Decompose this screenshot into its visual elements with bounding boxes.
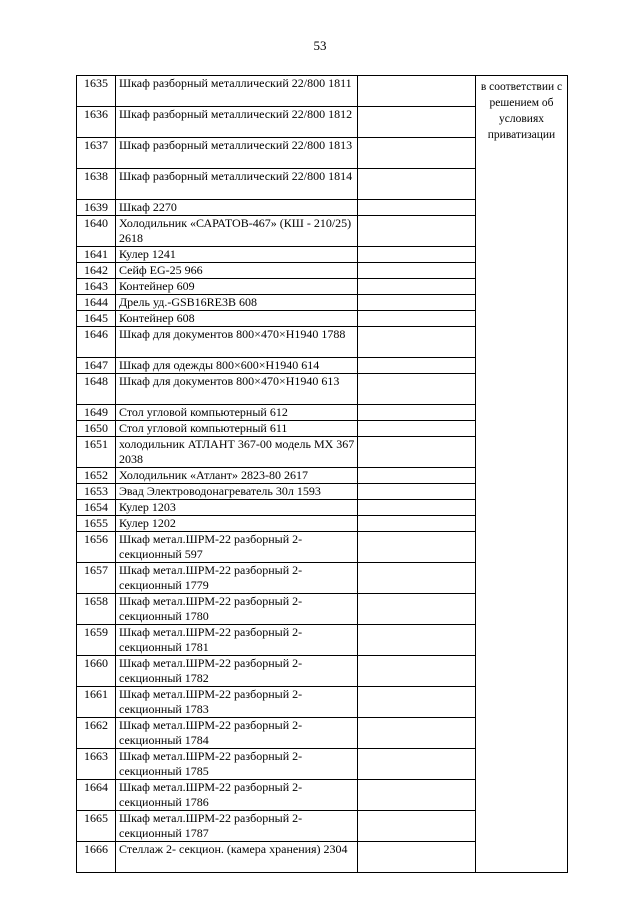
row-number: 1656	[77, 532, 116, 563]
empty-cell	[358, 468, 476, 484]
item-name: Шкаф метал.ШРМ-22 разборный 2-секционный 1785	[116, 749, 358, 780]
item-name: Шкаф метал.ШРМ-22 разборный 2-секционный 1786	[116, 780, 358, 811]
item-name: Шкаф метал.ШРМ-22 разборный 2-секционный 1781	[116, 625, 358, 656]
row-number: 1648	[77, 374, 116, 405]
empty-cell	[358, 295, 476, 311]
empty-cell	[358, 484, 476, 500]
property-table	[76, 75, 568, 873]
item-name: Шкаф метал.ШРМ-22 разборный 2-секционный 1784	[116, 718, 358, 749]
row-number: 1660	[77, 656, 116, 687]
item-name: Стол угловой компьютерный 611	[116, 421, 358, 437]
item-name: Шкаф метал.ШРМ-22 разборный 2-секционный 1780	[116, 594, 358, 625]
item-name: Сейф EG-25 966	[116, 263, 358, 279]
row-number: 1664	[77, 780, 116, 811]
item-name: Шкаф метал.ШРМ-22 разборный 2-секционный 1787	[116, 811, 358, 842]
row-number: 1651	[77, 437, 116, 468]
empty-cell	[358, 421, 476, 437]
row-number: 1641	[77, 247, 116, 263]
item-name: Кулер 1202	[116, 516, 358, 532]
item-name: Контейнер 608	[116, 311, 358, 327]
row-number: 1663	[77, 749, 116, 780]
row-number: 1655	[77, 516, 116, 532]
empty-cell	[358, 842, 476, 873]
table-row	[77, 76, 568, 107]
row-number: 1642	[77, 263, 116, 279]
row-number: 1637	[77, 138, 116, 169]
empty-cell	[358, 532, 476, 563]
row-number: 1635	[77, 76, 116, 107]
row-number: 1650	[77, 421, 116, 437]
empty-cell	[358, 516, 476, 532]
item-name: Шкаф метал.ШРМ-22 разборный 2-секционный 1782	[116, 656, 358, 687]
empty-cell	[358, 169, 476, 200]
row-number: 1665	[77, 811, 116, 842]
row-number: 1653	[77, 484, 116, 500]
item-name: Кулер 1241	[116, 247, 358, 263]
empty-cell	[358, 563, 476, 594]
item-name: Шкаф разборный металлический 22/800 1814	[116, 169, 358, 200]
empty-cell	[358, 138, 476, 169]
item-name: Шкаф для документов 800×470×Н1940 1788	[116, 327, 358, 358]
item-name: Шкаф разборный металлический 22/800 1812	[116, 107, 358, 138]
page-number: 53	[313, 38, 327, 53]
empty-cell	[358, 311, 476, 327]
empty-cell	[358, 327, 476, 358]
empty-cell	[358, 687, 476, 718]
row-number: 1643	[77, 279, 116, 295]
row-number: 1649	[77, 405, 116, 421]
empty-cell	[358, 749, 476, 780]
item-name: Эвад Электроводонагреватель 30л 1593	[116, 484, 358, 500]
item-name: Кулер 1203	[116, 500, 358, 516]
row-number: 1636	[77, 107, 116, 138]
row-number: 1654	[77, 500, 116, 516]
row-number: 1640	[77, 216, 116, 247]
row-number: 1657	[77, 563, 116, 594]
empty-cell	[358, 263, 476, 279]
empty-cell	[358, 279, 476, 295]
empty-cell	[358, 200, 476, 216]
row-number: 1645	[77, 311, 116, 327]
row-number: 1662	[77, 718, 116, 749]
note-cell: в соответствии с решением об условиях приватизации	[476, 76, 568, 873]
item-name: Дрель уд.-GSB16RE3B 608	[116, 295, 358, 311]
empty-cell	[358, 656, 476, 687]
empty-cell	[358, 594, 476, 625]
empty-cell	[358, 76, 476, 107]
item-name: Шкаф метал.ШРМ-22 разборный 2-секционный 597	[116, 532, 358, 563]
row-number: 1652	[77, 468, 116, 484]
empty-cell	[358, 216, 476, 247]
row-number: 1658	[77, 594, 116, 625]
empty-cell	[358, 625, 476, 656]
empty-cell	[358, 405, 476, 421]
item-name: Шкаф 2270	[116, 200, 358, 216]
item-name: Шкаф разборный металлический 22/800 1813	[116, 138, 358, 169]
empty-cell	[358, 247, 476, 263]
row-number: 1644	[77, 295, 116, 311]
row-number: 1661	[77, 687, 116, 718]
row-number: 1666	[77, 842, 116, 873]
item-name: Стол угловой компьютерный 612	[116, 405, 358, 421]
row-number: 1659	[77, 625, 116, 656]
item-name: холодильник АТЛАНТ 367-00 модель МХ 367 2038	[116, 437, 358, 468]
empty-cell	[358, 718, 476, 749]
row-number: 1639	[77, 200, 116, 216]
empty-cell	[358, 374, 476, 405]
item-name: Шкаф метал.ШРМ-22 разборный 2-секционный 1779	[116, 563, 358, 594]
empty-cell	[358, 437, 476, 468]
item-name: Шкаф разборный металлический 22/800 1811	[116, 76, 358, 107]
empty-cell	[358, 811, 476, 842]
empty-cell	[358, 780, 476, 811]
item-name: Холодильник «САРАТОВ-467» (КШ - 210/25) 2618	[116, 216, 358, 247]
empty-cell	[358, 107, 476, 138]
item-name: Шкаф метал.ШРМ-22 разборный 2-секционный 1783	[116, 687, 358, 718]
row-number: 1638	[77, 169, 116, 200]
empty-cell	[358, 358, 476, 374]
row-number: 1646	[77, 327, 116, 358]
item-name: Контейнер 609	[116, 279, 358, 295]
item-name: Стеллаж 2- секцион. (камера хранения) 2304	[116, 842, 358, 873]
item-name: Холодильник «Атлант» 2823-80 2617	[116, 468, 358, 484]
item-name: Шкаф для документов 800×470×Н1940 613	[116, 374, 358, 405]
empty-cell	[358, 500, 476, 516]
row-number: 1647	[77, 358, 116, 374]
item-name: Шкаф для одежды 800×600×Н1940 614	[116, 358, 358, 374]
table-body	[77, 76, 568, 873]
